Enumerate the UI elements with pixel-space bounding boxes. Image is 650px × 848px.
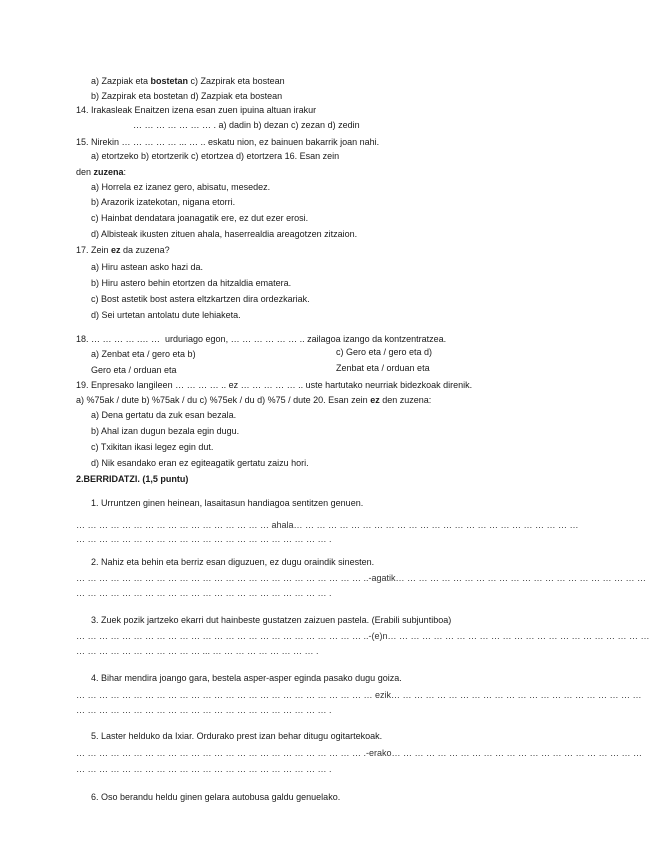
q17-option-d: d) Sei urtetan antolatu dute lehiaketa. [91,310,241,320]
rewrite-item-3-keyword: -(e)n [368,631,388,641]
rewrite-item-3-answer-line-2[interactable]: … … … … … … … … … … … ... … … … … … … … … … . [76,646,319,656]
q16-option-a: a) Horrela ez izanez gero, abisatu, mesedez. [91,182,271,192]
rewrite-item-2-sentence: 2. Nahiz eta behin eta berriz esan diguzuen, ez dugu oraindik sinesten. [91,557,375,567]
rewrite-item-5-keyword: -erako [366,748,392,758]
rewrite-item-2-dots-pre: … … … … … … … … … … … … … … … … … … … … … … … … … .. [76,573,369,583]
q16-lead-bold: zuzena [93,167,124,177]
q17-text-post: da zuzena? [120,245,170,255]
rewrite-item-3-dots-pre: … … … … … … … … … … … … … … … … … … … … … … … … … .. [76,631,369,641]
section2-title: 2.BERRIDATZI. (1,5 puntu) [76,474,189,484]
q15-text: 15. Nirekin … … … … … ... … .. eskatu nion, ez bainuen bakarrik joan nahi. [76,137,380,147]
rewrite-item-6-sentence: 6. Oso berandu heldu ginen gelara autobusa galdu genuelako. [91,792,341,802]
q16-lead [76,167,126,178]
q14-options: … … … … … … … . a) dadin b) dezan c) zezan d) zedin [133,120,360,130]
rewrite-item-3-sentence: 3. Zuek pozik jartzeko ekarri dut hainbeste gustatzen zaizuen pastela. (Erabili subjuntiboa) [91,615,452,625]
q20-option-d: d) Nik esandako eran ez egiteagatik gertatu zaizu hori. [91,458,309,468]
q17-option-c: c) Bost astetik bost astera eltzkartzen dira ordezkariak. [91,294,310,304]
q20-option-c: c) Txikitan ikasi legez egin dut. [91,442,214,452]
q17-text-bold: ez [111,245,121,255]
q18-option-a: a) Zenbat eta / gero eta b) [91,349,196,359]
q17-text-pre: 17. Zein [76,245,112,255]
q13-option-a-bold: bostetan [150,76,189,86]
rewrite-item-1-dots-post: … … … … … … … … … … … … … … … … … … … … … … … … … [293,520,579,530]
rewrite-item-2-answer-line-1[interactable] [76,573,647,584]
rewrite-item-4-answer-line-2[interactable]: … … … … … … … … … … … … … … … … … … … … … … . [76,705,332,715]
rewrite-item-5-answer-line-2[interactable]: … … … … … … … … … … … … … … … … … … … … … … . [76,764,332,774]
q13-option-a-text: a) Zazpiak eta [91,76,151,86]
q13-option-c-text: c) Zazpirak eta bostean [188,76,285,86]
q18-option-b: Gero eta / orduan eta [91,365,177,375]
rewrite-item-5-answer-line-1[interactable] [76,748,643,759]
q13-option-a-c [91,76,285,87]
rewrite-item-2-keyword: -agatik [368,573,396,583]
q14-text: 14. Irakasleak Enaitzen izena esan zuen ipuina altuan irakur [76,105,317,115]
q18-option-c: c) Gero eta / gero eta d) [336,347,433,357]
rewrite-item-2-dots-post: … … … … … … … … … … … … … … … … … … … … … … [395,573,647,583]
q19-options-bold: ez [370,395,380,405]
q19-options [76,395,431,406]
q19-options-post: den zuzena: [379,395,432,405]
rewrite-item-1-answer-line-1[interactable] [76,520,579,531]
rewrite-item-5-dots-pre: … … … … … … … … … … … … … … … … … … … … … … … … … . [76,748,367,758]
q16-option-d: d) Albisteak ikusten zituen ahala, haserrealdia areagotzen zitzaion. [91,229,358,239]
q17-text [76,245,170,256]
q16-lead-text: den [76,167,94,177]
rewrite-item-4-sentence: 4. Bihar mendira joango gara, bestela asper-asper eginda pasako dugu goiza. [91,673,402,683]
rewrite-item-1-sentence: 1. Urruntzen ginen heinean, lasaitasun handiagoa sentitzen genuen. [91,498,364,508]
rewrite-item-3-answer-line-1[interactable] [76,631,650,642]
rewrite-item-1-answer-line-2[interactable]: … … … … … … … … … … … … … … … … … … … … … … . [76,534,332,544]
q19-text: 19. Enpresako langileen … … … … .. ez … … … … … .. uste hartutako neurriak bidezkoak direnik. [76,380,473,390]
q17-option-a: a) Hiru astean asko hazi da. [91,262,204,272]
rewrite-item-1-keyword: ahala [271,520,294,530]
rewrite-item-4-keyword: ezik [375,690,392,700]
q16-lead-colon: : [123,167,127,177]
q20-option-a: a) Dena gertatu da zuk esan bezala. [91,410,237,420]
q16-option-c: c) Hainbat dendatara joanagatik ere, ez dut ezer erosi. [91,213,309,223]
q20-option-b: b) Ahal izan dugun bezala egin dugu. [91,426,240,436]
q18-text: 18. … … … … .… … urduriago egon, … … … … … … .. zailagoa izango da kontzentratzea. [76,334,447,344]
rewrite-item-4-dots-post: … … … … … … … … … … … … … … … … … … … … … … [391,690,642,700]
rewrite-item-3-dots-post: … … … … … … … … … … … … … … … … … … … … … … … [387,631,650,641]
rewrite-item-2-answer-line-2[interactable]: … … … … … … … … … … … … … … … … … … … … … … . [76,588,332,598]
q16-option-b: b) Arazorik izatekotan, nigana etorri. [91,197,236,207]
q17-option-b: b) Hiru astero behin etortzen da hitzaldia ematera. [91,278,292,288]
q15-options: a) etortzeko b) etortzerik c) etortzea d) etortzera 16. Esan zein [91,151,340,161]
rewrite-item-5-sentence: 5. Laster helduko da Ixiar. Ordurako prest izan behar ditugu ogitartekoak. [91,731,383,741]
rewrite-item-1-dots-pre: … … … … … … … … … … … … … … … … … [76,520,272,530]
rewrite-item-5-dots-post: … … … … … … … … … … … … … … … … … … … … … … [391,748,643,758]
rewrite-item-4-dots-pre: … … … … … … … … … … … … … … … … … … … … … … … … … … [76,690,376,700]
q18-option-d: Zenbat eta / orduan eta [336,363,430,373]
q13-option-b-d: b) Zazpirak eta bostetan d) Zazpiak eta bostean [91,91,283,101]
q19-options-text: a) %75ak / dute b) %75ak / du c) %75ek / du d) %75 / dute 20. Esan zein [76,395,371,405]
rewrite-item-4-answer-line-1[interactable] [76,690,642,701]
